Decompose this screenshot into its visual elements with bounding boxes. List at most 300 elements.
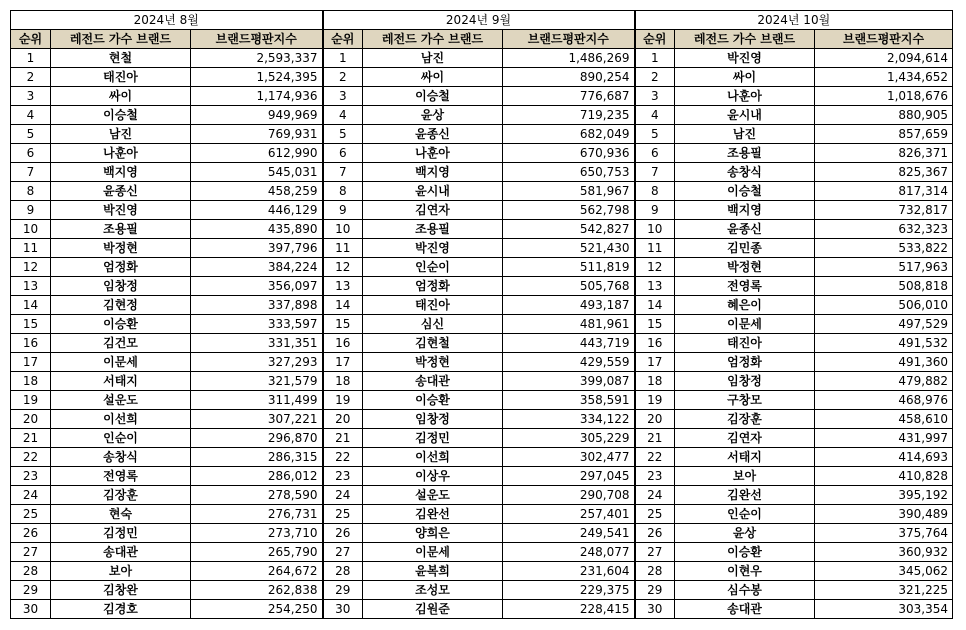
brand-cell: 보아 [675, 467, 815, 486]
rank-cell: 3 [11, 87, 51, 106]
score-cell: 414,693 [815, 448, 953, 467]
score-cell: 517,963 [815, 258, 953, 277]
rank-cell: 3 [635, 87, 675, 106]
rank-cell: 10 [11, 220, 51, 239]
score-cell: 345,062 [815, 562, 953, 581]
score-cell: 296,870 [191, 429, 323, 448]
rank-cell: 29 [11, 581, 51, 600]
table-row [11, 277, 953, 296]
rank-cell: 7 [635, 163, 675, 182]
score-cell: 857,659 [815, 125, 953, 144]
table-row [11, 334, 953, 353]
score-cell: 286,315 [191, 448, 323, 467]
brand-cell: 이승환 [51, 315, 191, 334]
score-cell: 890,254 [503, 68, 635, 87]
brand-cell: 엄정화 [675, 353, 815, 372]
table-row [11, 163, 953, 182]
rank-cell: 7 [11, 163, 51, 182]
brand-cell: 인순이 [51, 429, 191, 448]
score-cell: 562,798 [503, 201, 635, 220]
score-cell: 331,351 [191, 334, 323, 353]
rank-cell: 5 [323, 125, 363, 144]
rank-cell: 18 [11, 372, 51, 391]
brand-cell: 조용필 [675, 144, 815, 163]
rank-cell: 25 [11, 505, 51, 524]
score-cell: 491,532 [815, 334, 953, 353]
score-cell: 719,235 [503, 106, 635, 125]
table-row [11, 524, 953, 543]
score-cell: 435,890 [191, 220, 323, 239]
month-title-row [11, 11, 953, 30]
brand-cell: 남진 [675, 125, 815, 144]
score-cell: 333,597 [191, 315, 323, 334]
table-row [11, 201, 953, 220]
brand-cell: 김정민 [51, 524, 191, 543]
table-row [11, 353, 953, 372]
brand-cell: 임창정 [363, 410, 503, 429]
brand-header: 레전드 가수 브랜드 [675, 30, 815, 49]
brand-cell: 이선희 [51, 410, 191, 429]
score-cell: 542,827 [503, 220, 635, 239]
rank-cell: 6 [635, 144, 675, 163]
column-header-row [11, 30, 953, 49]
score-header: 브랜드평판지수 [815, 30, 953, 49]
score-cell: 249,541 [503, 524, 635, 543]
brand-cell: 김장훈 [51, 486, 191, 505]
rank-cell: 11 [323, 239, 363, 258]
rank-cell: 8 [323, 182, 363, 201]
rank-cell: 14 [11, 296, 51, 315]
brand-cell: 김장훈 [675, 410, 815, 429]
rank-cell: 11 [11, 239, 51, 258]
score-cell: 248,077 [503, 543, 635, 562]
table-row [11, 581, 953, 600]
rank-cell: 26 [11, 524, 51, 543]
brand-cell: 서태지 [51, 372, 191, 391]
brand-cell: 서태지 [675, 448, 815, 467]
score-cell: 431,997 [815, 429, 953, 448]
rank-cell: 20 [635, 410, 675, 429]
rank-cell: 8 [635, 182, 675, 201]
rank-cell: 2 [323, 68, 363, 87]
rank-header: 순위 [11, 30, 51, 49]
rank-cell: 26 [635, 524, 675, 543]
brand-cell: 박진영 [363, 239, 503, 258]
table-row [11, 486, 953, 505]
brand-cell: 김연자 [363, 201, 503, 220]
brand-reputation-table [10, 10, 953, 619]
rank-cell: 6 [323, 144, 363, 163]
score-cell: 682,049 [503, 125, 635, 144]
brand-cell: 남진 [363, 49, 503, 68]
score-cell: 1,486,269 [503, 49, 635, 68]
table-row [11, 429, 953, 448]
score-cell: 303,354 [815, 600, 953, 619]
table-row [11, 410, 953, 429]
rank-cell: 29 [635, 581, 675, 600]
rank-cell: 25 [323, 505, 363, 524]
brand-cell: 이문세 [363, 543, 503, 562]
brand-cell: 이문세 [51, 353, 191, 372]
rank-cell: 18 [635, 372, 675, 391]
rank-cell: 10 [323, 220, 363, 239]
score-cell: 491,360 [815, 353, 953, 372]
score-cell: 1,434,652 [815, 68, 953, 87]
score-cell: 228,415 [503, 600, 635, 619]
score-header: 브랜드평판지수 [503, 30, 635, 49]
brand-cell: 박정현 [675, 258, 815, 277]
rank-cell: 30 [11, 600, 51, 619]
rank-cell: 8 [11, 182, 51, 201]
rank-cell: 21 [11, 429, 51, 448]
brand-cell: 윤종신 [363, 125, 503, 144]
brand-cell: 윤복희 [363, 562, 503, 581]
rank-cell: 9 [635, 201, 675, 220]
score-cell: 229,375 [503, 581, 635, 600]
brand-cell: 구창모 [675, 391, 815, 410]
brand-header: 레전드 가수 브랜드 [51, 30, 191, 49]
rank-cell: 27 [11, 543, 51, 562]
rank-cell: 14 [323, 296, 363, 315]
score-cell: 458,610 [815, 410, 953, 429]
brand-cell: 조용필 [51, 220, 191, 239]
brand-cell: 윤상 [363, 106, 503, 125]
score-cell: 290,708 [503, 486, 635, 505]
brand-cell: 김창완 [51, 581, 191, 600]
score-cell: 254,250 [191, 600, 323, 619]
rank-cell: 3 [323, 87, 363, 106]
rank-cell: 18 [323, 372, 363, 391]
rank-cell: 4 [323, 106, 363, 125]
rank-cell: 15 [11, 315, 51, 334]
brand-cell: 이상우 [363, 467, 503, 486]
table-row [11, 239, 953, 258]
table-row [11, 106, 953, 125]
rank-cell: 6 [11, 144, 51, 163]
rank-cell: 21 [635, 429, 675, 448]
score-cell: 410,828 [815, 467, 953, 486]
table-row [11, 315, 953, 334]
rank-cell: 24 [11, 486, 51, 505]
brand-cell: 전영록 [51, 467, 191, 486]
rank-cell: 20 [11, 410, 51, 429]
brand-cell: 이승철 [675, 182, 815, 201]
rank-cell: 28 [11, 562, 51, 581]
brand-cell: 심수봉 [675, 581, 815, 600]
brand-cell: 싸이 [51, 87, 191, 106]
rank-cell: 16 [635, 334, 675, 353]
score-cell: 397,796 [191, 239, 323, 258]
brand-cell: 현숙 [51, 505, 191, 524]
score-cell: 581,967 [503, 182, 635, 201]
score-cell: 468,976 [815, 391, 953, 410]
rank-cell: 2 [11, 68, 51, 87]
score-cell: 632,323 [815, 220, 953, 239]
rank-cell: 9 [11, 201, 51, 220]
score-cell: 307,221 [191, 410, 323, 429]
brand-cell: 전영록 [675, 277, 815, 296]
brand-cell: 송창식 [51, 448, 191, 467]
score-cell: 327,293 [191, 353, 323, 372]
rank-cell: 27 [323, 543, 363, 562]
brand-cell: 싸이 [363, 68, 503, 87]
brand-cell: 김정민 [363, 429, 503, 448]
brand-cell: 백지영 [51, 163, 191, 182]
brand-cell: 나훈아 [51, 144, 191, 163]
rank-cell: 2 [635, 68, 675, 87]
score-cell: 825,367 [815, 163, 953, 182]
rank-cell: 16 [323, 334, 363, 353]
brand-cell: 박진영 [51, 201, 191, 220]
brand-cell: 인순이 [675, 505, 815, 524]
rank-cell: 15 [635, 315, 675, 334]
brand-cell: 태진아 [675, 334, 815, 353]
score-cell: 384,224 [191, 258, 323, 277]
rank-cell: 24 [323, 486, 363, 505]
brand-cell: 김현정 [51, 296, 191, 315]
score-cell: 458,259 [191, 182, 323, 201]
rank-cell: 30 [323, 600, 363, 619]
rank-cell: 19 [635, 391, 675, 410]
score-cell: 2,593,337 [191, 49, 323, 68]
rank-cell: 25 [635, 505, 675, 524]
rank-cell: 13 [323, 277, 363, 296]
table-row [11, 125, 953, 144]
score-cell: 231,604 [503, 562, 635, 581]
brand-cell: 엄정화 [51, 258, 191, 277]
rank-cell: 24 [635, 486, 675, 505]
rank-cell: 1 [635, 49, 675, 68]
score-cell: 497,529 [815, 315, 953, 334]
table-body [11, 49, 953, 619]
brand-cell: 이선희 [363, 448, 503, 467]
rank-cell: 26 [323, 524, 363, 543]
rank-cell: 23 [323, 467, 363, 486]
rank-cell: 23 [11, 467, 51, 486]
score-cell: 311,499 [191, 391, 323, 410]
score-cell: 265,790 [191, 543, 323, 562]
score-header: 브랜드평판지수 [191, 30, 323, 49]
rank-cell: 17 [11, 353, 51, 372]
brand-cell: 이승환 [675, 543, 815, 562]
brand-cell: 태진아 [51, 68, 191, 87]
brand-cell: 박정현 [51, 239, 191, 258]
score-cell: 358,591 [503, 391, 635, 410]
brand-header: 레전드 가수 브랜드 [363, 30, 503, 49]
table-row [11, 543, 953, 562]
rank-cell: 15 [323, 315, 363, 334]
table-row [11, 49, 953, 68]
score-cell: 1,018,676 [815, 87, 953, 106]
brand-cell: 보아 [51, 562, 191, 581]
rank-cell: 14 [635, 296, 675, 315]
score-cell: 511,819 [503, 258, 635, 277]
brand-cell: 조성모 [363, 581, 503, 600]
score-cell: 321,225 [815, 581, 953, 600]
brand-cell: 김원준 [363, 600, 503, 619]
brand-cell: 양희은 [363, 524, 503, 543]
score-cell: 278,590 [191, 486, 323, 505]
score-cell: 360,932 [815, 543, 953, 562]
rank-cell: 21 [323, 429, 363, 448]
score-cell: 337,898 [191, 296, 323, 315]
score-cell: 612,990 [191, 144, 323, 163]
score-cell: 508,818 [815, 277, 953, 296]
rank-cell: 29 [323, 581, 363, 600]
brand-cell: 윤시내 [675, 106, 815, 125]
score-cell: 443,719 [503, 334, 635, 353]
brand-cell: 백지영 [363, 163, 503, 182]
score-cell: 776,687 [503, 87, 635, 106]
score-cell: 446,129 [191, 201, 323, 220]
score-cell: 1,524,395 [191, 68, 323, 87]
score-cell: 356,097 [191, 277, 323, 296]
brand-cell: 남진 [51, 125, 191, 144]
table-row [11, 220, 953, 239]
rank-cell: 7 [323, 163, 363, 182]
brand-cell: 조용필 [363, 220, 503, 239]
rank-cell: 23 [635, 467, 675, 486]
rank-cell: 30 [635, 600, 675, 619]
table-row [11, 505, 953, 524]
table-row [11, 182, 953, 201]
rank-cell: 28 [635, 562, 675, 581]
brand-cell: 김완선 [363, 505, 503, 524]
score-cell: 545,031 [191, 163, 323, 182]
score-cell: 880,905 [815, 106, 953, 125]
brand-cell: 김완선 [675, 486, 815, 505]
brand-cell: 엄정화 [363, 277, 503, 296]
table-row [11, 296, 953, 315]
score-cell: 479,882 [815, 372, 953, 391]
score-cell: 769,931 [191, 125, 323, 144]
rank-cell: 13 [635, 277, 675, 296]
brand-cell: 윤상 [675, 524, 815, 543]
rank-cell: 27 [635, 543, 675, 562]
table-row [11, 391, 953, 410]
score-cell: 395,192 [815, 486, 953, 505]
table-row [11, 562, 953, 581]
rank-cell: 19 [323, 391, 363, 410]
brand-cell: 김현철 [363, 334, 503, 353]
rank-cell: 5 [635, 125, 675, 144]
brand-cell: 이승철 [51, 106, 191, 125]
score-cell: 321,579 [191, 372, 323, 391]
score-cell: 262,838 [191, 581, 323, 600]
rank-cell: 5 [11, 125, 51, 144]
brand-cell: 김민종 [675, 239, 815, 258]
score-cell: 257,401 [503, 505, 635, 524]
table-row [11, 448, 953, 467]
rank-cell: 22 [635, 448, 675, 467]
brand-cell: 설운도 [363, 486, 503, 505]
brand-cell: 송창식 [675, 163, 815, 182]
brand-cell: 설운도 [51, 391, 191, 410]
brand-cell: 송대관 [675, 600, 815, 619]
rank-cell: 13 [11, 277, 51, 296]
rank-cell: 17 [635, 353, 675, 372]
score-cell: 264,672 [191, 562, 323, 581]
score-cell: 273,710 [191, 524, 323, 543]
rank-cell: 1 [11, 49, 51, 68]
rank-cell: 28 [323, 562, 363, 581]
score-cell: 302,477 [503, 448, 635, 467]
score-cell: 732,817 [815, 201, 953, 220]
table-row [11, 258, 953, 277]
table-row [11, 467, 953, 486]
brand-cell: 박진영 [675, 49, 815, 68]
month-title: 2024년 9월 [323, 11, 635, 30]
score-cell: 276,731 [191, 505, 323, 524]
brand-cell: 이승철 [363, 87, 503, 106]
brand-cell: 김연자 [675, 429, 815, 448]
rank-cell: 10 [635, 220, 675, 239]
rank-cell: 20 [323, 410, 363, 429]
score-cell: 2,094,614 [815, 49, 953, 68]
brand-cell: 백지영 [675, 201, 815, 220]
brand-cell: 현철 [51, 49, 191, 68]
rank-cell: 22 [323, 448, 363, 467]
score-cell: 429,559 [503, 353, 635, 372]
brand-cell: 나훈아 [675, 87, 815, 106]
table-row [11, 144, 953, 163]
score-cell: 650,753 [503, 163, 635, 182]
score-cell: 817,314 [815, 182, 953, 201]
score-cell: 481,961 [503, 315, 635, 334]
score-cell: 670,936 [503, 144, 635, 163]
score-cell: 493,187 [503, 296, 635, 315]
brand-cell: 인순이 [363, 258, 503, 277]
score-cell: 1,174,936 [191, 87, 323, 106]
rank-cell: 12 [323, 258, 363, 277]
brand-cell: 이현우 [675, 562, 815, 581]
rank-cell: 19 [11, 391, 51, 410]
rank-header: 순위 [323, 30, 363, 49]
score-cell: 375,764 [815, 524, 953, 543]
brand-cell: 임창정 [675, 372, 815, 391]
rank-cell: 4 [635, 106, 675, 125]
brand-cell: 김경호 [51, 600, 191, 619]
brand-cell: 태진아 [363, 296, 503, 315]
brand-cell: 송대관 [363, 372, 503, 391]
brand-cell: 윤시내 [363, 182, 503, 201]
table-row [11, 87, 953, 106]
score-cell: 826,371 [815, 144, 953, 163]
score-cell: 949,969 [191, 106, 323, 125]
rank-cell: 12 [635, 258, 675, 277]
score-cell: 286,012 [191, 467, 323, 486]
brand-cell: 심신 [363, 315, 503, 334]
score-cell: 521,430 [503, 239, 635, 258]
table-row [11, 372, 953, 391]
rank-cell: 11 [635, 239, 675, 258]
month-title: 2024년 10월 [635, 11, 953, 30]
score-cell: 533,822 [815, 239, 953, 258]
table-row [11, 68, 953, 87]
score-cell: 505,768 [503, 277, 635, 296]
brand-cell: 송대관 [51, 543, 191, 562]
rank-header: 순위 [635, 30, 675, 49]
month-title: 2024년 8월 [11, 11, 323, 30]
brand-cell: 이문세 [675, 315, 815, 334]
score-cell: 390,489 [815, 505, 953, 524]
score-cell: 297,045 [503, 467, 635, 486]
rank-cell: 17 [323, 353, 363, 372]
brand-cell: 이승환 [363, 391, 503, 410]
rank-cell: 4 [11, 106, 51, 125]
table-row [11, 600, 953, 619]
rank-cell: 22 [11, 448, 51, 467]
